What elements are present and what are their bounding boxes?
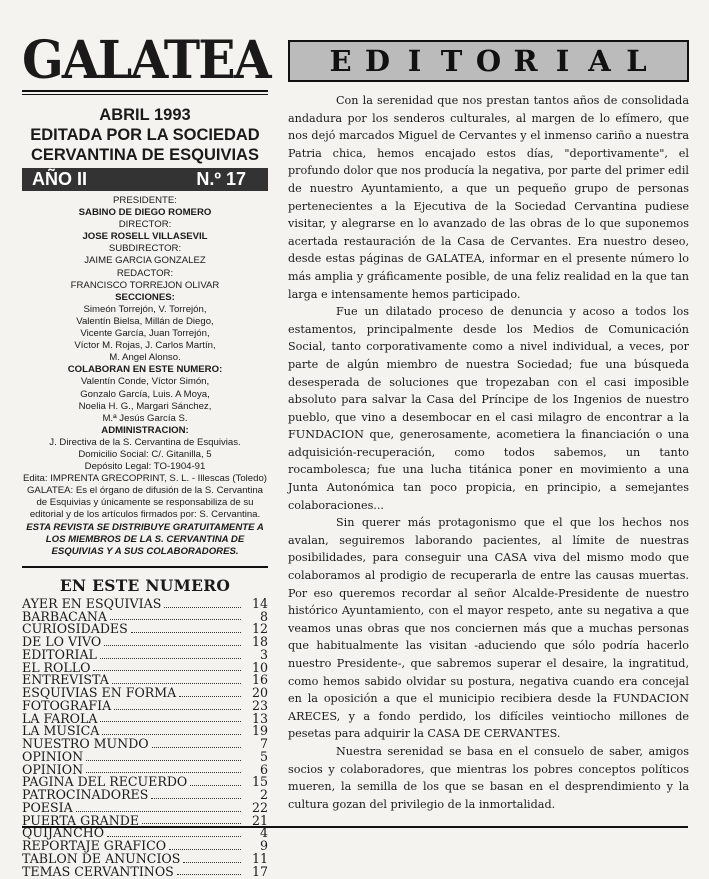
toc-leader-dots [107, 836, 241, 837]
staff-line: REDACTOR: [116, 267, 174, 279]
toc-item-name: LA FAROLA [22, 710, 98, 726]
toc-leader-dots [131, 632, 241, 633]
page-bottom-rule [22, 826, 688, 828]
toc-item-page: 16 [251, 672, 268, 688]
toc-item-page: 18 [251, 634, 268, 650]
staff-line: JOSE ROSELL VILLASEVIL [82, 231, 208, 243]
editorial-letter: E [329, 44, 352, 78]
toc-item-page: 10 [251, 659, 268, 675]
toc-heading: EN ESTE NUMERO [59, 575, 231, 595]
staff-line: ESTA REVISTA SE DISTRIBUYE GRATUITAMENTE A [26, 521, 264, 533]
toc-leader-dots [179, 696, 241, 697]
toc-leader-dots [93, 670, 241, 671]
toc-item-page: 22 [251, 799, 268, 815]
staff-line: M.ª Jesús García S. [102, 412, 188, 424]
masthead-rule-thin [22, 94, 268, 95]
staff-line: FRANCISCO TORREJON OLIVAR [70, 279, 220, 291]
toc-item-name: TABLON DE ANUNCIOS [22, 850, 181, 866]
staff-line: LOS MIEMBROS DE LA S. CERVANTINA DE [45, 533, 245, 545]
table-of-contents [22, 595, 268, 879]
editorial-paragraph: Fue un dilatado proceso de denuncia y acoso a todos los estamentos, principalmente desde los Medios de Comunicación Social, tanto corporativamente como a nivel individual, a veces, por parte de algún miembro de nuestra Sociedad; fue una búsqueda desesperada de soluciones que tropezaban con el casi imposible absoluto para salvar la Casa del Príncipe de los Ingenios de nuestro pueblo, que vino a desembocar en el casi milagro de encontrar a la FUNDACION que, generosamente, acometiera la financiación o una adquisición-recuperación, como todos sabemos, un tanto rocambolesca; fue una lucha titánica poner en movimiento a una Junta Autonómica tan poco propicia, en principio, a semejantes colaboraciones... [288, 305, 689, 512]
toc-item-name: QUIJANCHO [22, 825, 105, 841]
publisher-line: CERVANTINA DE ESQUIVIAS [31, 146, 259, 164]
editorial-letter: L [626, 44, 647, 78]
masthead-title: GALATEA [22, 30, 270, 91]
toc-leader-dots [164, 607, 241, 608]
toc-item-name: AYER EN ESQUIVIAS [22, 595, 162, 611]
staff-line: COLABORAN EN ESTE NUMERO: [67, 364, 223, 376]
issue-date: ABRIL 1993 [99, 106, 191, 124]
toc-item-name: POESIA [22, 799, 73, 815]
staff-line: Valentín Conde, Víctor Simón, [80, 376, 210, 388]
toc-item-page: 11 [251, 850, 268, 866]
staff-line: Domicilio Social: C/. Gitanilla, 5 [78, 448, 212, 460]
toc-leader-dots [114, 709, 241, 710]
toc-leader-dots [102, 734, 241, 735]
toc-item-name: BARBACANA [22, 608, 108, 624]
editorial-letter: T [440, 44, 463, 78]
staff-line: Simeón Torrejón, V. Torrejón, [83, 303, 207, 315]
staff-line: SECCIONES: [115, 291, 175, 303]
toc-leader-dots [86, 760, 241, 761]
toc-leader-dots [152, 747, 241, 748]
toc-item-name: NUESTRO MUNDO [22, 736, 149, 752]
toc-item-page: 14 [251, 595, 268, 611]
toc-item-page: 21 [251, 812, 268, 828]
toc-item-name: PUERTA GRANDE [22, 812, 140, 828]
toc-item-name: REPORTAJE GRAFICO [22, 838, 167, 854]
toc-leader-dots [104, 645, 241, 646]
toc-item [22, 827, 268, 840]
toc-leader-dots [190, 785, 241, 786]
publisher-line: EDITADA POR LA SOCIEDAD [30, 126, 260, 144]
editorial-letter: R [513, 44, 538, 78]
staff-line: SUBDIRECTOR: [108, 243, 182, 255]
toc-item-page: 2 [259, 787, 268, 803]
staff-line: J. Directiva de la S. Cervantina de Esquivias. [49, 436, 241, 448]
editorial-letter: I [407, 44, 422, 78]
issue-bar [22, 168, 268, 191]
toc-item-name: PATROCINADORES [22, 787, 149, 803]
staff-line: M. Angel Alonso. [109, 352, 181, 364]
toc-item-name: ESQUIVIAS EN FORMA [22, 685, 177, 701]
staff-line: ESQUIVIAS Y A SUS COLABORADORES. [51, 545, 239, 557]
issue-year: AÑO II [32, 169, 88, 189]
editorial-letter: O [475, 44, 502, 78]
toc-item-name: OPINION [22, 761, 84, 777]
editorial-paragraph: Sin querer más protagonismo que el que los hechos nos avalan, seguiremos laborando pacientes, al límite de nuestras posibilidades, para conseguir una CASA viva del mismo modo que colaboramos al prodigio de recuperarla de entre las causas muertas. Por eso queremos recordar al señor Alcalde-Presidente de nuestro histórico Ayuntamiento, con el mayor respeto, ante su negativa a que veamos unas obras que nos conciernen más que a muchas personas que habitualmente las visitan -aduciendo que sólo podría hacerlo nuestro Presidente-, que sabremos superar el desaire, la ingratitud, como hemos sabido olvidar su postura, negativa cuando era concejal en la oposición a que el municipio recibiera desde la FUNDACION ARECES, y a fondo perdido, los difíciles veintiocho millones de pesetas para adquirir la CASA DE CERVANTES. [288, 516, 689, 741]
editorial-letter: I [555, 44, 570, 78]
toc-item-name: PAGINA DEL RECUERDO [22, 774, 188, 790]
toc-item-name: TEMAS CERVANTINOS [22, 863, 174, 879]
toc-item-page: 7 [259, 736, 268, 752]
toc-item-name: LA MUSICA [22, 723, 100, 739]
staff-line: Víctor M. Rojas, J. Carlos Martín, [74, 340, 216, 352]
toc-item-page: 15 [251, 774, 268, 790]
toc-item-page: 13 [251, 710, 268, 726]
staff-credits [22, 195, 268, 558]
editorial-paragraph: Con la serenidad que nos prestan tantos años de consolidada andadura por los senderos culturales, al margen de lo efímero, que nos dejó marcados Miguel de Cervantes y el inmenso cariño a nuestra Patria chica, hemos encajado estos días, "deportivamente", el profundo dolor que nos producía la negativa, por parte del primer edil de nuestro Ayuntamiento, a que un pequeño grupo de personas pertenecientes a la Ejecutiva de la Sociedad Cervantina pudiese visitar, y alegrarse en lo avanzado de las obras de lo que suponemos acertada restauración de la Casa de Cervantes. Era nuestro deseo, desde estas páginas de GALATEA, informar en el presente número lo más amplia y gráficamente posible, de una feliz realidad en la que tan larga e intensamente hemos participado. [288, 94, 689, 301]
toc-leader-dots [183, 862, 241, 863]
toc-item-page: 19 [251, 723, 268, 739]
staff-line: SABINO DE DIEGO ROMERO [78, 207, 212, 219]
toc-item-name: EDITORIAL [22, 646, 97, 662]
toc-item-name: DE LO VIVO [22, 634, 102, 650]
toc-item-page: 5 [259, 748, 268, 764]
staff-line: ADMINISTRACION: [101, 424, 189, 436]
staff-line: Gonzalo García, Luis. A Moya, [80, 388, 210, 400]
editorial-paragraph: Nuestra serenidad se basa en el consuelo de saber, amigos socios y colaboradores, que mientras los pobres conceptos políticos mueren, la semilla de los que se basan en el desprendimiento y la cultura gozan del privilegio de la inmortalidad. [288, 744, 689, 811]
staff-line: Edita: IMPRENTA GRECOPRINT, S. L. - Illescas (Toledo) [23, 473, 267, 485]
staff-line: editorial y de los artículos firmados por: S. Cervantina. [29, 509, 261, 521]
toc-item-page: 12 [251, 621, 268, 637]
staff-line: PRESIDENTE: [113, 195, 177, 206]
staff-line: GALATEA: Es el órgano de difusión de la S. Cervantina [26, 485, 264, 497]
toc-item-name: OPINION [22, 748, 84, 764]
staff-line: Noelia H. G., Margari Sánchez, [78, 400, 212, 412]
toc-item-name: CURIOSIDADES [22, 621, 128, 637]
issue-number: N.º 17 [196, 169, 246, 189]
editorial-letter: D [364, 44, 391, 78]
publication-info [22, 105, 268, 165]
toc-leader-dots [177, 874, 241, 875]
staff-line: JAIME GARCIA GONZALEZ [84, 255, 206, 267]
toc-item [22, 863, 268, 879]
staff-line: DIRECTOR: [118, 219, 172, 231]
toc-leader-dots [112, 683, 241, 684]
toc-item-page: 17 [251, 863, 268, 879]
toc-leader-dots [100, 658, 241, 659]
toc-top-rule [22, 566, 268, 568]
toc-item [22, 840, 268, 853]
toc-leader-dots [169, 849, 241, 850]
editorial-banner [288, 40, 689, 82]
toc-item-page: 3 [259, 646, 268, 662]
sidebar [22, 30, 270, 879]
toc-item [22, 850, 268, 866]
toc-item-page: 6 [259, 761, 268, 777]
toc-leader-dots [76, 811, 241, 812]
toc-item-name: EL ROLLO [22, 659, 91, 675]
staff-line: Valentín Bielsa, Millán de Diego, [76, 315, 214, 327]
toc-item-page: 9 [259, 838, 268, 854]
toc-item-page: 23 [251, 697, 268, 713]
editorial-column [288, 40, 689, 813]
toc-leader-dots [86, 772, 241, 773]
toc-leader-dots [110, 619, 241, 620]
editorial-body [288, 92, 689, 813]
toc-leader-dots [100, 721, 241, 722]
toc-item-name: FOTOGRAFIA [22, 697, 112, 713]
staff-line: de Esquivias y únicamente se responsabiliza de su [36, 497, 254, 509]
editorial-letter: A [588, 44, 611, 78]
toc-leader-dots [151, 798, 241, 799]
staff-line: Vicente García, Juan Torrejón, [80, 328, 210, 340]
toc-item-page: 4 [259, 825, 268, 841]
staff-line: Depósito Legal: TO-1904-91 [84, 461, 206, 473]
toc-leader-dots [142, 823, 241, 824]
toc-item-name: ENTREVISTA [22, 672, 109, 688]
toc-item-page: 8 [259, 608, 268, 624]
toc-item-page: 20 [251, 685, 268, 701]
